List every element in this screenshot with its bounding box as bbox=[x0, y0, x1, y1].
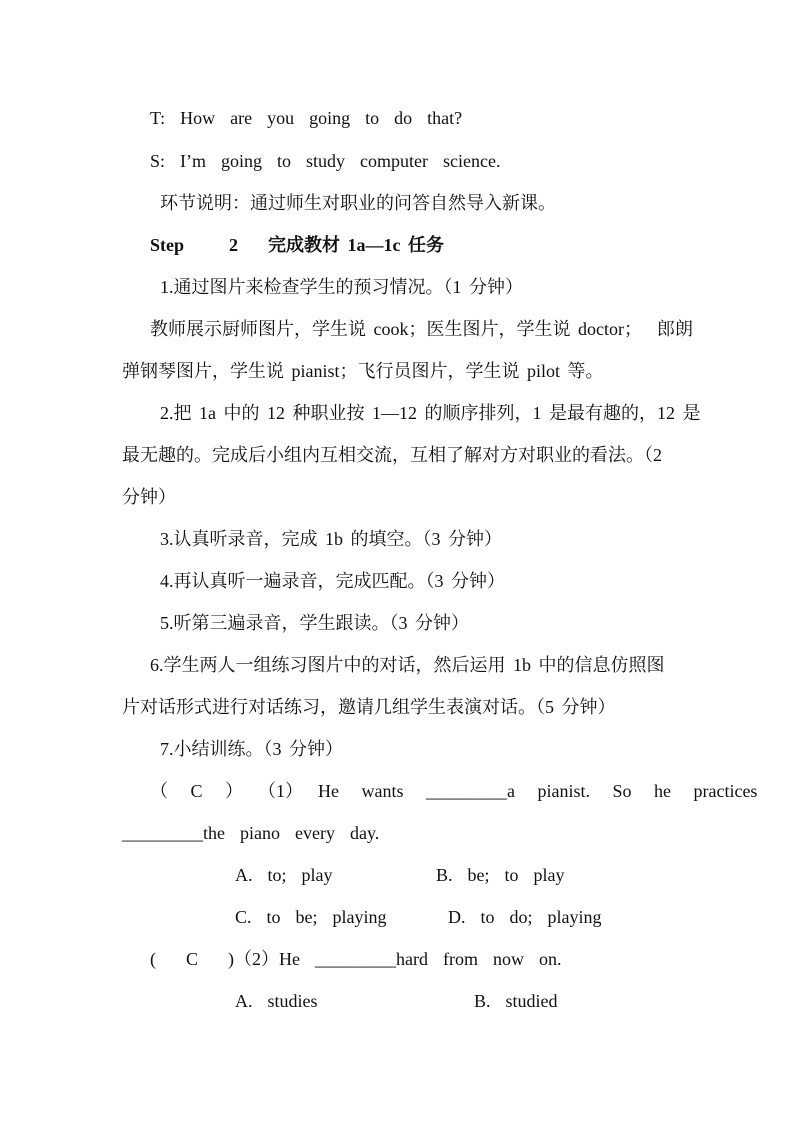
question-1-option-c: C. to be; playing bbox=[235, 907, 387, 927]
task-item-5: 5.听第三遍录音，学生跟读。（3 分钟） bbox=[160, 613, 469, 633]
dialogue-line-student: S: I’m going to study computer science. bbox=[150, 151, 501, 171]
dialogue-line-teacher: T: How are you going to do that? bbox=[150, 108, 463, 128]
task-item-1: 1.通过图片来检查学生的预习情况。（1 分钟） bbox=[160, 277, 523, 297]
question-2-option-b: B. studied bbox=[474, 991, 558, 1011]
task-item-2-line3: 分钟） bbox=[122, 487, 176, 507]
task-item-6-line1: 6.学生两人一组练习图片中的对话，然后运用 1b 中的信息仿照图 bbox=[150, 655, 665, 675]
task-item-1-detail-line1: 教师展示厨师图片，学生说 cook；医生图片，学生说 doctor； 郎朗 bbox=[150, 319, 693, 339]
question-1-option-b: B. be; to play bbox=[436, 865, 565, 885]
task-item-2-line2: 最无趣的。完成后小组内互相交流，互相了解对方对职业的看法。（2 bbox=[122, 445, 662, 465]
question-1-option-d: D. to do; playing bbox=[448, 907, 602, 927]
question-1-line1: （ C ） （1） He wants _________a pianist. So he practices bbox=[150, 781, 758, 801]
question-1-line2: _________the piano every day. bbox=[122, 823, 380, 843]
task-item-7: 7.小结训练。（3 分钟） bbox=[160, 739, 343, 759]
task-item-6-line2: 片对话形式进行对话练习，邀请几组学生表演对话。（5 分钟） bbox=[122, 697, 616, 717]
step-heading: Step 2 完成教材 1a—1c 任务 bbox=[150, 235, 444, 255]
question-1-option-a: A. to; play bbox=[235, 865, 333, 885]
task-item-3: 3.认真听录音，完成 1b 的填空。（3 分钟） bbox=[160, 529, 502, 549]
task-item-2-line1: 2.把 1a 中的 12 种职业按 1—12 的顺序排列，1 是最有趣的，12 是 bbox=[160, 403, 701, 423]
question-2-option-a: A. studies bbox=[235, 991, 318, 1011]
task-item-1-detail-line2: 弹钢琴图片，学生说 pianist；飞行员图片，学生说 pilot 等。 bbox=[122, 361, 604, 381]
task-item-4: 4.再认真听一遍录音，完成匹配。（3 分钟） bbox=[160, 571, 505, 591]
question-2-line1: ( C )（2）He _________hard from now on. bbox=[150, 949, 562, 969]
section-note: 环节说明：通过师生对职业的问答自然导入新课。 bbox=[160, 193, 556, 213]
